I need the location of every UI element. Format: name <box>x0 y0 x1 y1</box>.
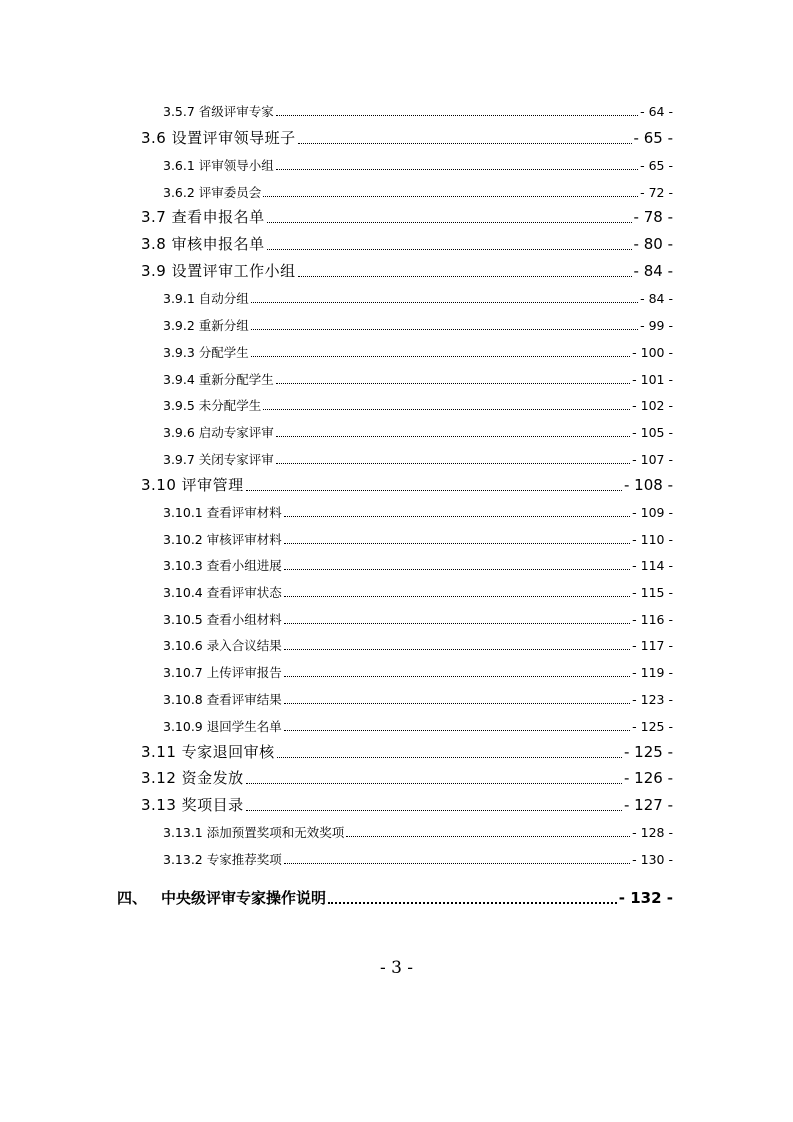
toc-entry[interactable] <box>141 743 673 762</box>
dot-leader <box>284 569 630 570</box>
dot-leader <box>251 356 630 357</box>
toc-chapter-label <box>117 889 326 908</box>
dot-leader <box>328 902 617 904</box>
dot-leader <box>298 276 632 277</box>
toc-entry-page: - 126 - <box>624 769 673 787</box>
toc-entry-label: 3.10.5 查看小组材料 <box>163 612 282 627</box>
toc-entry-label: 3.9.3 分配学生 <box>163 345 249 360</box>
toc-entry-label: 3.10.9 退回学生名单 <box>163 719 282 734</box>
dot-leader <box>246 783 622 784</box>
toc-entry-label: 3.6 设置评审领导班子 <box>141 129 296 147</box>
toc-entry-label: 3.10.3 查看小组进展 <box>163 558 282 573</box>
toc-entry-page: - 119 - <box>632 665 673 680</box>
toc-entry[interactable] <box>163 638 673 654</box>
page-number: - 3 - <box>379 958 414 978</box>
toc-entry-label: 3.10.2 审核评审材料 <box>163 532 282 547</box>
toc-entry[interactable] <box>141 235 673 254</box>
toc-entry-label: 3.10.4 查看评审状态 <box>163 585 282 600</box>
toc-entry-label: 3.13.2 专家推荐奖项 <box>163 852 282 867</box>
toc-entry-label: 3.9.7 关闭专家评审 <box>163 452 274 467</box>
dot-leader <box>298 143 632 144</box>
toc-entry[interactable] <box>163 585 673 601</box>
toc-entry-label: 3.9 设置评审工作小组 <box>141 262 296 280</box>
toc-entry-label: 3.6.1 评审领导小组 <box>163 158 274 173</box>
toc-entry[interactable] <box>141 796 673 815</box>
dot-leader <box>284 623 630 624</box>
dot-leader <box>263 196 638 197</box>
dot-leader <box>267 222 632 223</box>
toc-entry-page: - 114 - <box>632 558 673 573</box>
toc-entry[interactable] <box>163 425 673 441</box>
toc-entry-page: - 72 - <box>640 185 673 200</box>
toc-entry-page: - 115 - <box>632 585 673 600</box>
toc-entry-page: - 123 - <box>632 692 673 707</box>
toc-entry-label: 3.13.1 添加预置奖项和无效奖项 <box>163 825 345 840</box>
toc-entry-page: - 80 - <box>633 235 673 253</box>
toc-entry[interactable] <box>163 318 673 334</box>
toc-entry-label: 3.9.4 重新分配学生 <box>163 372 274 387</box>
toc-entry-page: - 108 - <box>624 476 673 494</box>
toc-entry[interactable] <box>141 262 673 281</box>
toc-entry[interactable] <box>163 612 673 628</box>
toc-entry-label: 3.9.1 自动分组 <box>163 291 249 306</box>
toc-chapter-page: - 132 - <box>618 889 673 907</box>
toc-entry-label: 3.10.7 上传评审报告 <box>163 665 282 680</box>
dot-leader <box>246 490 622 491</box>
toc-entry[interactable] <box>163 291 673 307</box>
toc-entry-label: 3.12 资金发放 <box>141 769 244 787</box>
toc-entry-page: - 127 - <box>624 796 673 814</box>
toc-entry-page: - 107 - <box>632 452 673 467</box>
toc-entry-label: 3.10.8 查看评审结果 <box>163 692 282 707</box>
dot-leader <box>284 649 630 650</box>
toc-entry-label: 3.9.6 启动专家评审 <box>163 425 274 440</box>
dot-leader <box>284 543 630 544</box>
dot-leader <box>346 836 630 837</box>
toc-entry-page: - 78 - <box>633 208 673 226</box>
dot-leader <box>277 757 622 758</box>
dot-leader <box>251 329 638 330</box>
dot-leader <box>284 863 630 864</box>
dot-leader <box>246 810 622 811</box>
toc-entry-page: - 65 - <box>640 158 673 173</box>
toc-entry-label: 3.11 专家退回审核 <box>141 743 275 761</box>
toc-entry-page: - 102 - <box>632 398 673 413</box>
toc-entry-page: - 105 - <box>632 425 673 440</box>
toc-entry[interactable] <box>163 372 673 388</box>
toc-entry-label: 3.9.5 未分配学生 <box>163 398 262 413</box>
toc-entry-label: 3.10 评审管理 <box>141 476 244 494</box>
toc-entry-page: - 64 - <box>640 104 673 119</box>
dot-leader <box>284 516 630 517</box>
toc-entry[interactable] <box>163 452 673 468</box>
toc-entry-page: - 84 - <box>640 291 673 306</box>
toc-entry-page: - 125 - <box>632 719 673 734</box>
toc-entry-page: - 109 - <box>632 505 673 520</box>
toc-entry[interactable] <box>141 769 673 788</box>
dot-leader <box>276 463 630 464</box>
toc-entry-page: - 130 - <box>632 852 673 867</box>
toc-entry-page: - 101 - <box>632 372 673 387</box>
toc-entry[interactable] <box>163 665 673 681</box>
toc-entry-page: - 84 - <box>633 262 673 280</box>
dot-leader <box>276 436 630 437</box>
toc-entry[interactable] <box>163 719 673 735</box>
toc-entry-page: - 65 - <box>633 129 673 147</box>
toc-entry[interactable] <box>163 558 673 574</box>
toc-entry-page: - 128 - <box>632 825 673 840</box>
toc-entry-label: 3.10.1 查看评审材料 <box>163 505 282 520</box>
toc-chapter-entry[interactable] <box>117 889 673 908</box>
dot-leader <box>284 596 630 597</box>
dot-leader <box>276 169 638 170</box>
toc-entry[interactable] <box>141 476 673 495</box>
dot-leader <box>251 302 638 303</box>
toc-entry-page: - 116 - <box>632 612 673 627</box>
dot-leader <box>263 409 630 410</box>
toc-entry-page: - 100 - <box>632 345 673 360</box>
toc-entry[interactable] <box>141 208 673 227</box>
dot-leader <box>284 730 630 731</box>
toc-entry[interactable] <box>141 129 673 148</box>
toc-entry-page: - 110 - <box>632 532 673 547</box>
toc-entry-label: 3.7 查看申报名单 <box>141 208 265 226</box>
toc-entry-label: 3.6.2 评审委员会 <box>163 185 262 200</box>
toc-entry-page: - 125 - <box>624 743 673 761</box>
toc-entry-label: 3.10.6 录入合议结果 <box>163 638 282 653</box>
toc-entry-label: 3.5.7 省级评审专家 <box>163 104 274 119</box>
dot-leader <box>267 249 632 250</box>
toc-entry[interactable] <box>163 104 673 120</box>
toc-entry[interactable] <box>163 345 673 361</box>
toc-entry[interactable] <box>163 185 673 201</box>
toc-entry[interactable] <box>163 398 673 414</box>
toc-entry[interactable] <box>163 692 673 708</box>
toc-entry[interactable] <box>163 852 673 868</box>
dot-leader <box>276 115 638 116</box>
dot-leader <box>276 383 630 384</box>
toc-entry[interactable] <box>163 825 673 841</box>
toc-entry-label: 3.9.2 重新分组 <box>163 318 249 333</box>
dot-leader <box>284 703 630 704</box>
toc-entry-label: 3.13 奖项目录 <box>141 796 244 814</box>
toc-entry-page: - 99 - <box>640 318 673 333</box>
chapter-number: 四、 <box>117 889 148 907</box>
toc-entry-label: 3.8 审核申报名单 <box>141 235 265 253</box>
chapter-title: 中央级评审专家操作说明 <box>161 889 327 907</box>
toc-entry-page: - 117 - <box>632 638 673 653</box>
toc-entry[interactable] <box>163 505 673 521</box>
dot-leader <box>284 676 630 677</box>
toc-entry[interactable] <box>163 532 673 548</box>
toc-entry[interactable] <box>163 158 673 174</box>
